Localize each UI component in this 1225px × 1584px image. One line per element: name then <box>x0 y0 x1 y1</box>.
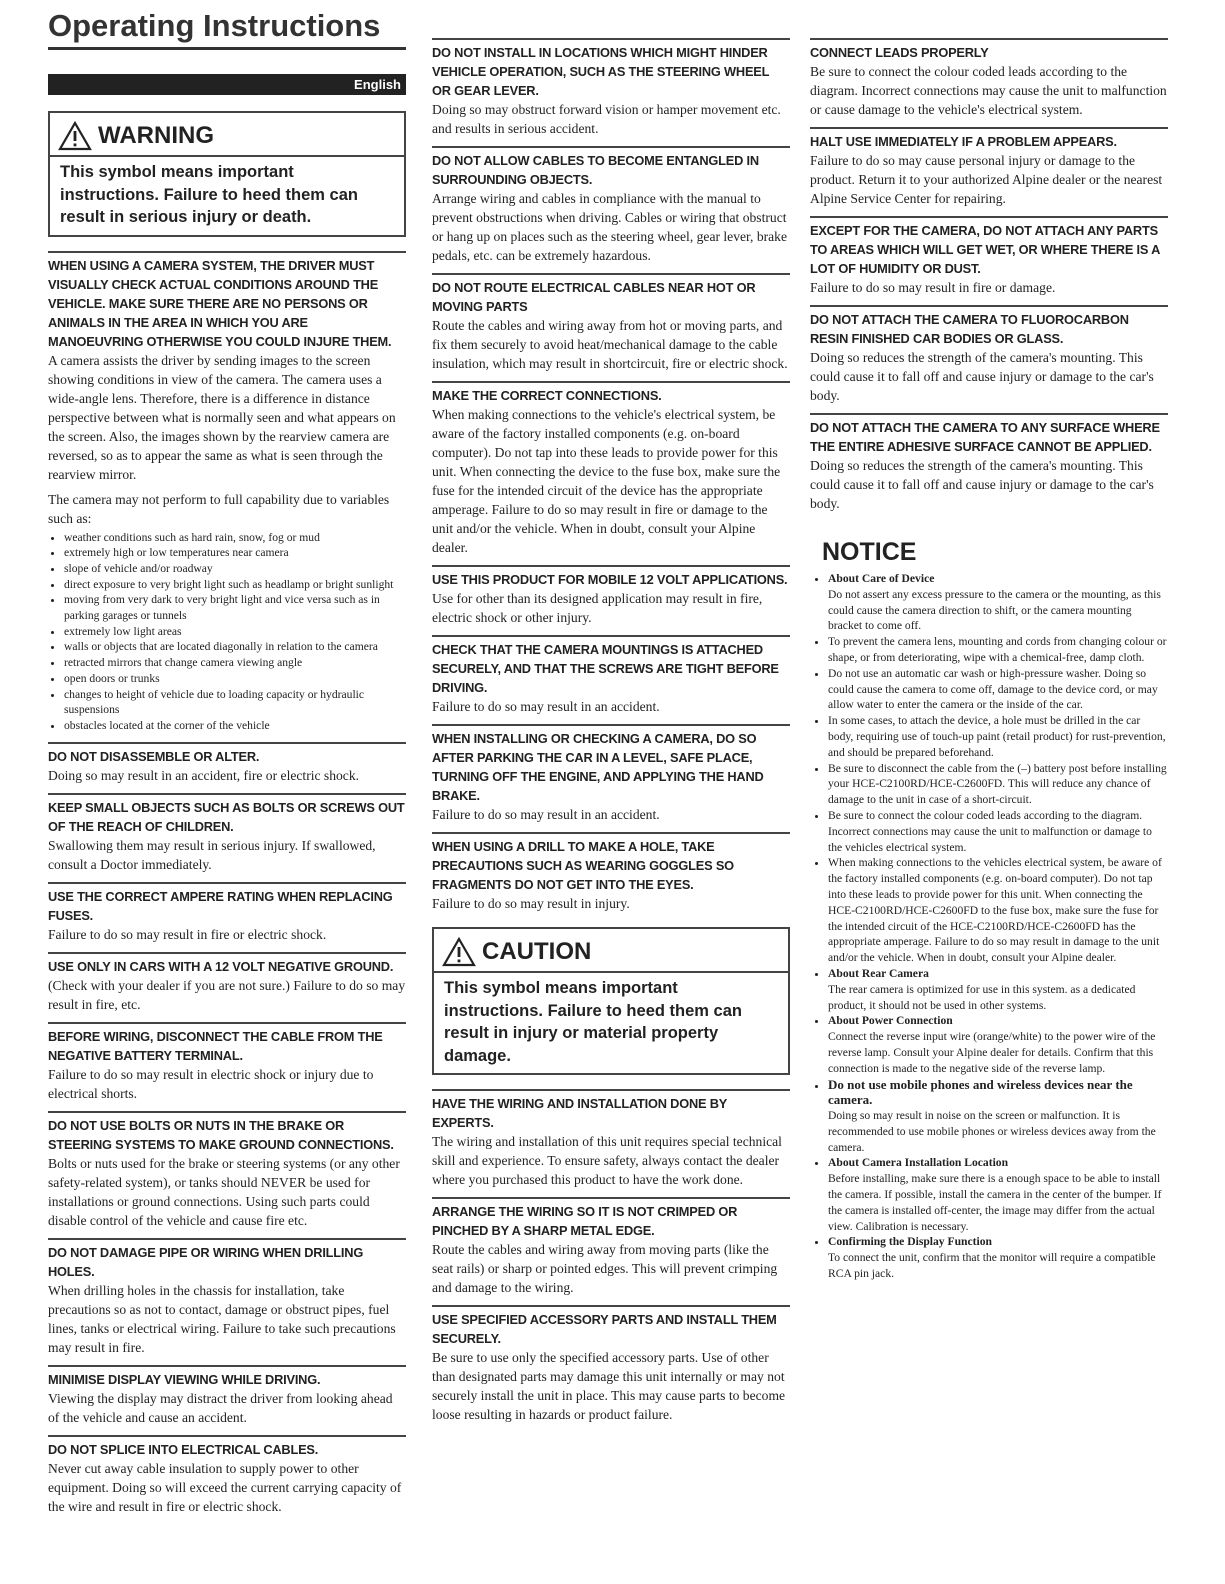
section-heading: HAVE THE WIRING AND INSTALLATION DONE BY EXPERTS. <box>432 1096 727 1130</box>
notice-item-head: • About Care of Device <box>828 572 935 585</box>
notice-item-head: • About Rear Camera <box>828 966 929 980</box>
section-heading: EXCEPT FOR THE CAMERA, DO NOT ATTACH ANY PARTS TO AREAS WHICH WILL GET WET, OR WHERE THERE IS A LOT OF HUMIDITY OR DUST. <box>810 223 1160 276</box>
list-item: • direct exposure to very bright light such as headlamp or bright sunlight <box>64 577 406 593</box>
section-body: Doing so may obstruct forward vision or hamper movement etc. and results in serious accident. <box>432 102 781 136</box>
section-heading: DO NOT INSTALL IN LOCATIONS WHICH MIGHT HINDER VEHICLE OPERATION, SUCH AS THE STEERING WHEEL OR GEAR LEVER. <box>432 45 770 98</box>
section-body: Failure to do so may result in injury. <box>432 896 630 911</box>
caution-label: CAUTION <box>482 938 592 965</box>
section-heading: DO NOT DAMAGE PIPE OR WIRING WHEN DRILLING HOLES. <box>48 1244 364 1279</box>
section-body: Viewing the display may distract the driver from looking ahead of the vehicle and cause an accident. <box>48 1390 393 1425</box>
notice-item-body: Do not use an automatic car wash or high-pressure washer. Doing so could cause the camera to come off, damage to the device cord, or may allow water to enter the camera or the inside of the car. <box>828 666 1158 712</box>
section-camera-system <box>48 251 406 734</box>
section-entangled-cables <box>432 146 790 265</box>
notice-item <box>828 1234 1168 1281</box>
section-body: Failure to do so may result in an accident. <box>432 699 660 714</box>
section-body: Use for other than its designed application may result in fire, electric shock or other injury. <box>432 591 763 625</box>
section-install-location <box>432 38 790 138</box>
section-body: Bolts or nuts used for the brake or steering systems (or any other safety-related system), or tanks should NEVER be used for installations or ground connections. Using such parts could disable control of the vehicle and cause fire etc. <box>48 1155 400 1228</box>
list-item: • extremely low light areas <box>64 624 406 640</box>
section-12v-applications <box>432 565 790 627</box>
section-heading: CONNECT LEADS PROPERLY <box>810 45 989 60</box>
section-body: Route the cables and wiring away from moving parts (like the seat rails) or sharp or pointed edges. This will prevent crimping and damage to the wiring. <box>432 1242 778 1295</box>
notice-item <box>828 713 1168 760</box>
section-heading: WHEN INSTALLING OR CHECKING A CAMERA, DO SO AFTER PARKING THE CAR IN A LEVEL, SAFE PLACE, TURNING OFF THE ENGINE, AND APPLYING THE HAND BRAKE. <box>432 731 764 803</box>
variables-list <box>48 530 406 734</box>
section-heading: CHECK THAT THE CAMERA MOUNTINGS IS ATTACHED SECURELY, AND THAT THE SCREWS ARE TIGHT BEFORE DRIVING. <box>432 642 779 695</box>
list-item: • walls or objects that are located diagonally in relation to the camera <box>64 639 406 655</box>
list-item: • open doors or trunks <box>64 671 406 687</box>
section-body: Failure to do so may result in fire or damage. <box>810 280 1056 295</box>
section-heading: USE THE CORRECT AMPERE RATING WHEN REPLACING FUSES. <box>48 888 393 923</box>
notice-title: NOTICE <box>822 538 917 566</box>
list-item: • obstacles located at the corner of the vehicle <box>64 718 406 734</box>
notice-item-body: To prevent the camera lens, mounting and cords from changing colour or shape, or from deteriorating, wipe with a chemical-free, damp cloth. <box>828 635 1167 664</box>
section-heading: DO NOT DISASSEMBLE OR ALTER. <box>48 748 260 764</box>
section-body: Arrange wiring and cables in compliance with the manual to prevent obstructions when driving. Cables or wiring that obstruct or hang up on places such as the steering wheel, gear lever, brake pedals, etc. can be extremely hazardous. <box>432 191 788 263</box>
section-heading: USE SPECIFIED ACCESSORY PARTS AND INSTALL THEM SECURELY. <box>432 1312 777 1346</box>
section-12v-ground <box>48 952 406 1014</box>
section-drilling <box>48 1238 406 1357</box>
section-heading: USE THIS PRODUCT FOR MOBILE 12 VOLT APPLICATIONS. <box>432 572 788 587</box>
section-body: Route the cables and wiring away from hot or moving parts, and fix them securely to avoid heat/mechanical damage to the cable insulation, which may result in shortcircuit, fire or electric shock. <box>432 318 788 371</box>
section-adhesive-surface <box>810 413 1168 513</box>
notice-item <box>828 1155 1168 1234</box>
section-display-viewing <box>48 1365 406 1427</box>
notice-item-body: Be sure to connect the colour coded leads according to the diagram. Incorrect connections may cause the unit to malfunction or damage to the vehicles electrical system. <box>828 808 1152 854</box>
notice-item <box>828 571 1168 634</box>
language-bar: English <box>48 74 406 95</box>
notice-item <box>828 634 1168 666</box>
warning-text: This symbol means important instructions. Failure to heed them can result in serious injury or death. <box>60 163 358 226</box>
section-body: When drilling holes in the chassis for installation, take precautions so as not to contact, damage or obstruct pipes, fuel lines, tanks or electrical wiring. Failure to take such precautions may result in fire. <box>48 1282 396 1355</box>
section-body: Never cut away cable insulation to supply power to other equipment. Doing so will exceed the current carrying capacity of the wire and result in fire or electric shock. <box>48 1460 402 1514</box>
section-heading: MINIMISE DISPLAY VIEWING WHILE DRIVING. <box>48 1371 321 1387</box>
section-bolts-nuts <box>48 1111 406 1230</box>
notice-item-body: When making connections to the vehicles electrical system, be aware of the factory installed components (e.g. on-board computer). Do not tap into these leads to provide power for this unit. When connecting the HCE-C2100RD/HCE-C2600FD to the fuse box, make sure the fuse for the intended circuit of the HCE-C2100RD/HCE-C2600FD has the appropriate amperage. Failure to do so may result in damage to the unit and/or the vehicle. When in doubt, consult your Alpine dealer. <box>828 856 1162 965</box>
section-heading: BEFORE WIRING, DISCONNECT THE CABLE FROM THE NEGATIVE BATTERY TERMINAL. <box>48 1028 383 1063</box>
section-correct-connections <box>432 381 790 557</box>
section-experts <box>432 1089 790 1189</box>
section-body: The wiring and installation of this unit requires special technical skill and experience. To ensure safety, always contact the dealer where you purchased this product to have the work done. <box>432 1134 782 1187</box>
section-disassemble <box>48 742 406 785</box>
notice-item-head: • Do not use mobile phones and wireless devices near the camera. <box>828 1076 1133 1108</box>
notice-list <box>810 571 1168 1282</box>
section-accessory-parts <box>432 1305 790 1424</box>
notice-item <box>828 855 1168 966</box>
section-heading: USE ONLY IN CARS WITH A 12 VOLT NEGATIVE GROUND. <box>48 958 394 974</box>
caution-box <box>432 927 790 1075</box>
section-body: Doing so reduces the strength of the camera's mounting. This could cause it to fall off and cause injury or damage to the car's body. <box>810 458 1154 511</box>
section-connect-leads <box>810 38 1168 119</box>
notice-item-body: Do not assert any excess pressure to the camera or the mounting, as this could cause the camera direction to shift, or the camera mounting bracket to come off. <box>828 587 1161 633</box>
section-battery <box>48 1022 406 1103</box>
section-paragraph: A camera assists the driver by sending images to the screen showing conditions in view of the camera. The camera uses a wide-angle lens. Therefore, there is a difference in distance perspective between what is normally seen and what appears on the screen. Also, the images shown by the rearview camera are reversed, so as to appear the same as what is seen through the rearview mirror. <box>48 352 396 482</box>
notice-item-body: The rear camera is optimized for use in this system. as a dedicated product, it should not be used in other systems. <box>828 982 1136 1012</box>
section-heading: DO NOT ROUTE ELECTRICAL CABLES NEAR HOT OR MOVING PARTS <box>432 280 756 314</box>
warning-label: WARNING <box>98 122 214 149</box>
notice-item <box>828 808 1168 855</box>
warning-box <box>48 111 406 237</box>
list-item: • weather conditions such as hard rain, snow, fog or mud <box>64 530 406 546</box>
section-halt-use <box>810 127 1168 208</box>
section-heading: ARRANGE THE WIRING SO IT IS NOT CRIMPED OR PINCHED BY A SHARP METAL EDGE. <box>432 1204 738 1238</box>
notice-item-head: • Confirming the Display Function <box>828 1235 992 1249</box>
section-body: Doing so may result in an accident, fire or electric shock. <box>48 767 360 783</box>
section-fluorocarbon <box>810 305 1168 405</box>
section-fuses <box>48 882 406 944</box>
notice-item-body: To connect the unit, confirm that the monitor will require a compatible RCA pin jack. <box>828 1251 1156 1281</box>
column-left <box>48 0 406 1516</box>
section-heading: HALT USE IMMEDIATELY IF A PROBLEM APPEARS. <box>810 134 1117 149</box>
section-body: (Check with your dealer if you are not sure.) Failure to do so may result in fire, etc. <box>48 977 406 1012</box>
warning-header <box>50 113 404 157</box>
notice-item-body: Connect the reverse input wire (orange/white) to the power wire of the reverse lamp. Consult your Alpine dealer for details. Confirm that this connection is made to the negative side of the reverse lamp. <box>828 1030 1156 1075</box>
notice-item-body: Before installing, make sure there is a enough space to be able to install the camera. If possible, install the camera in the center of the bumper. If the camera is installed off-center, the image may differ from the actual view. Calibration is necessary. <box>828 1172 1162 1233</box>
list-item: • changes to height of vehicle due to loading capacity or hydraulic suspensions <box>64 687 406 718</box>
notice-item <box>828 1077 1168 1156</box>
notice-item <box>828 1013 1168 1076</box>
warning-triangle-icon <box>58 121 92 151</box>
notice-item-head: • About Camera Installation Location <box>828 1156 1009 1170</box>
section-heading: DO NOT ALLOW CABLES TO BECOME ENTANGLED IN SURROUNDING OBJECTS. <box>432 153 759 187</box>
section-heading: DO NOT USE BOLTS OR NUTS IN THE BRAKE OR STEERING SYSTEMS TO MAKE GROUND CONNECTIONS. <box>48 1117 394 1152</box>
section-paragraph: The camera may not perform to full capability due to variables such as: <box>48 491 390 526</box>
section-heading: KEEP SMALL OBJECTS SUCH AS BOLTS OR SCREWS OUT OF THE REACH OF CHILDREN. <box>48 799 405 834</box>
section-heading: WHEN USING A CAMERA SYSTEM, THE DRIVER MUST VISUALLY CHECK ACTUAL CONDITIONS AROUND THE VEHICLE. MAKE SURE THERE ARE NO PERSONS OR ANIMALS IN THE AREA IN WHICH YOU ARE MANOEUVRING OTHERWISE YOU COULD INJURE THEM. <box>48 257 392 349</box>
section-heading: MAKE THE CORRECT CONNECTIONS. <box>432 388 662 403</box>
caution-text: This symbol means important instructions. Failure to heed them can result in injury or material property damage. <box>444 979 742 1065</box>
notice-item <box>828 966 1168 1013</box>
section-body: Be sure to connect the colour coded leads according to the diagram. Incorrect connections may cause the unit to malfunction or cause damage to the vehicle's electrical system. <box>810 64 1167 117</box>
notice-item-body: Doing so may result in noise on the screen or malfunction. It is recommended to use mobile phones or wireless devices away from the camera. <box>828 1109 1156 1154</box>
section-camera-mountings <box>432 635 790 716</box>
section-wet-areas <box>810 216 1168 297</box>
list-item: • extremely high or low temperatures near camera <box>64 545 406 561</box>
section-drill-goggles <box>432 832 790 913</box>
caution-triangle-icon <box>442 937 476 967</box>
caution-header <box>434 929 788 973</box>
section-body: Doing so reduces the strength of the camera's mounting. This could cause it to fall off and cause injury or damage to the car's body. <box>810 350 1154 403</box>
section-body: When making connections to the vehicle's electrical system, be aware of the factory installed components (e.g. on-board computer). Do not tap into these leads to provide power for this unit. When connecting the device to the fuse box, make sure the fuse for the intended circuit of the device has the appropriate amperage. Failure to do so may result in fire or damage to the unit and/or the vehicle. When in doubt, consult your Alpine dealer. <box>432 407 781 555</box>
section-splice <box>48 1435 406 1516</box>
notice-item-body: In some cases, to attach the device, a hole must be drilled in the car body, requiring use of touch-up paint (retail product) for rust-prevention, and should be prepared beforehand. <box>828 714 1166 759</box>
column-middle <box>432 0 790 1424</box>
section-body: Failure to do so may result in electric shock or injury due to electrical shorts. <box>48 1066 374 1101</box>
section-body: Failure to do so may result in an accident. <box>432 807 660 822</box>
section-crimped-wiring <box>432 1197 790 1297</box>
section-installing-checking <box>432 724 790 824</box>
section-body: Swallowing them may result in serious injury. If swallowed, consult a Doctor immediately. <box>48 837 376 872</box>
section-body: Failure to do so may result in fire or electric shock. <box>48 926 327 942</box>
section-heading: DO NOT ATTACH THE CAMERA TO ANY SURFACE WHERE THE ENTIRE ADHESIVE SURFACE CANNOT BE APPLIED. <box>810 420 1160 454</box>
notice-item <box>828 666 1168 713</box>
section-body: Failure to do so may cause personal injury or damage to the product. Return it to your authorized Alpine dealer or the nearest Alpine Service Center for repairing. <box>810 153 1163 206</box>
list-item: • retracted mirrors that change camera viewing angle <box>64 655 406 671</box>
page-title: Operating Instructions <box>48 8 406 50</box>
notice-item-head: • About Power Connection <box>828 1014 953 1028</box>
section-small-objects <box>48 793 406 874</box>
notice-item <box>828 761 1168 808</box>
section-heading: DO NOT ATTACH THE CAMERA TO FLUOROCARBON RESIN FINISHED CAR BODIES OR GLASS. <box>810 312 1129 346</box>
list-item: • slope of vehicle and/or roadway <box>64 561 406 577</box>
column-right <box>810 0 1168 1282</box>
list-item: • moving from very dark to very bright light and vice versa such as in parking garages or tunnels <box>64 592 406 623</box>
section-heading: WHEN USING A DRILL TO MAKE A HOLE, TAKE PRECAUTIONS SUCH AS WEARING GOGGLES SO FRAGMENTS DO NOT GET INTO THE EYES. <box>432 839 734 892</box>
section-heading: DO NOT SPLICE INTO ELECTRICAL CABLES. <box>48 1441 319 1457</box>
section-hot-parts <box>432 273 790 373</box>
section-body: Be sure to use only the specified accessory parts. Use of other than designated parts may damage this unit internally or may not securely install the unit in place. This may cause parts to become loose resulting in hazards or product failure. <box>432 1350 786 1422</box>
notice-item-body: Be sure to disconnect the cable from the (–) battery post before installing your HCE-C2100RD/HCE-C2600FD. This will reduce any chance of damage to the unit in case of a short-circuit. <box>828 761 1167 807</box>
